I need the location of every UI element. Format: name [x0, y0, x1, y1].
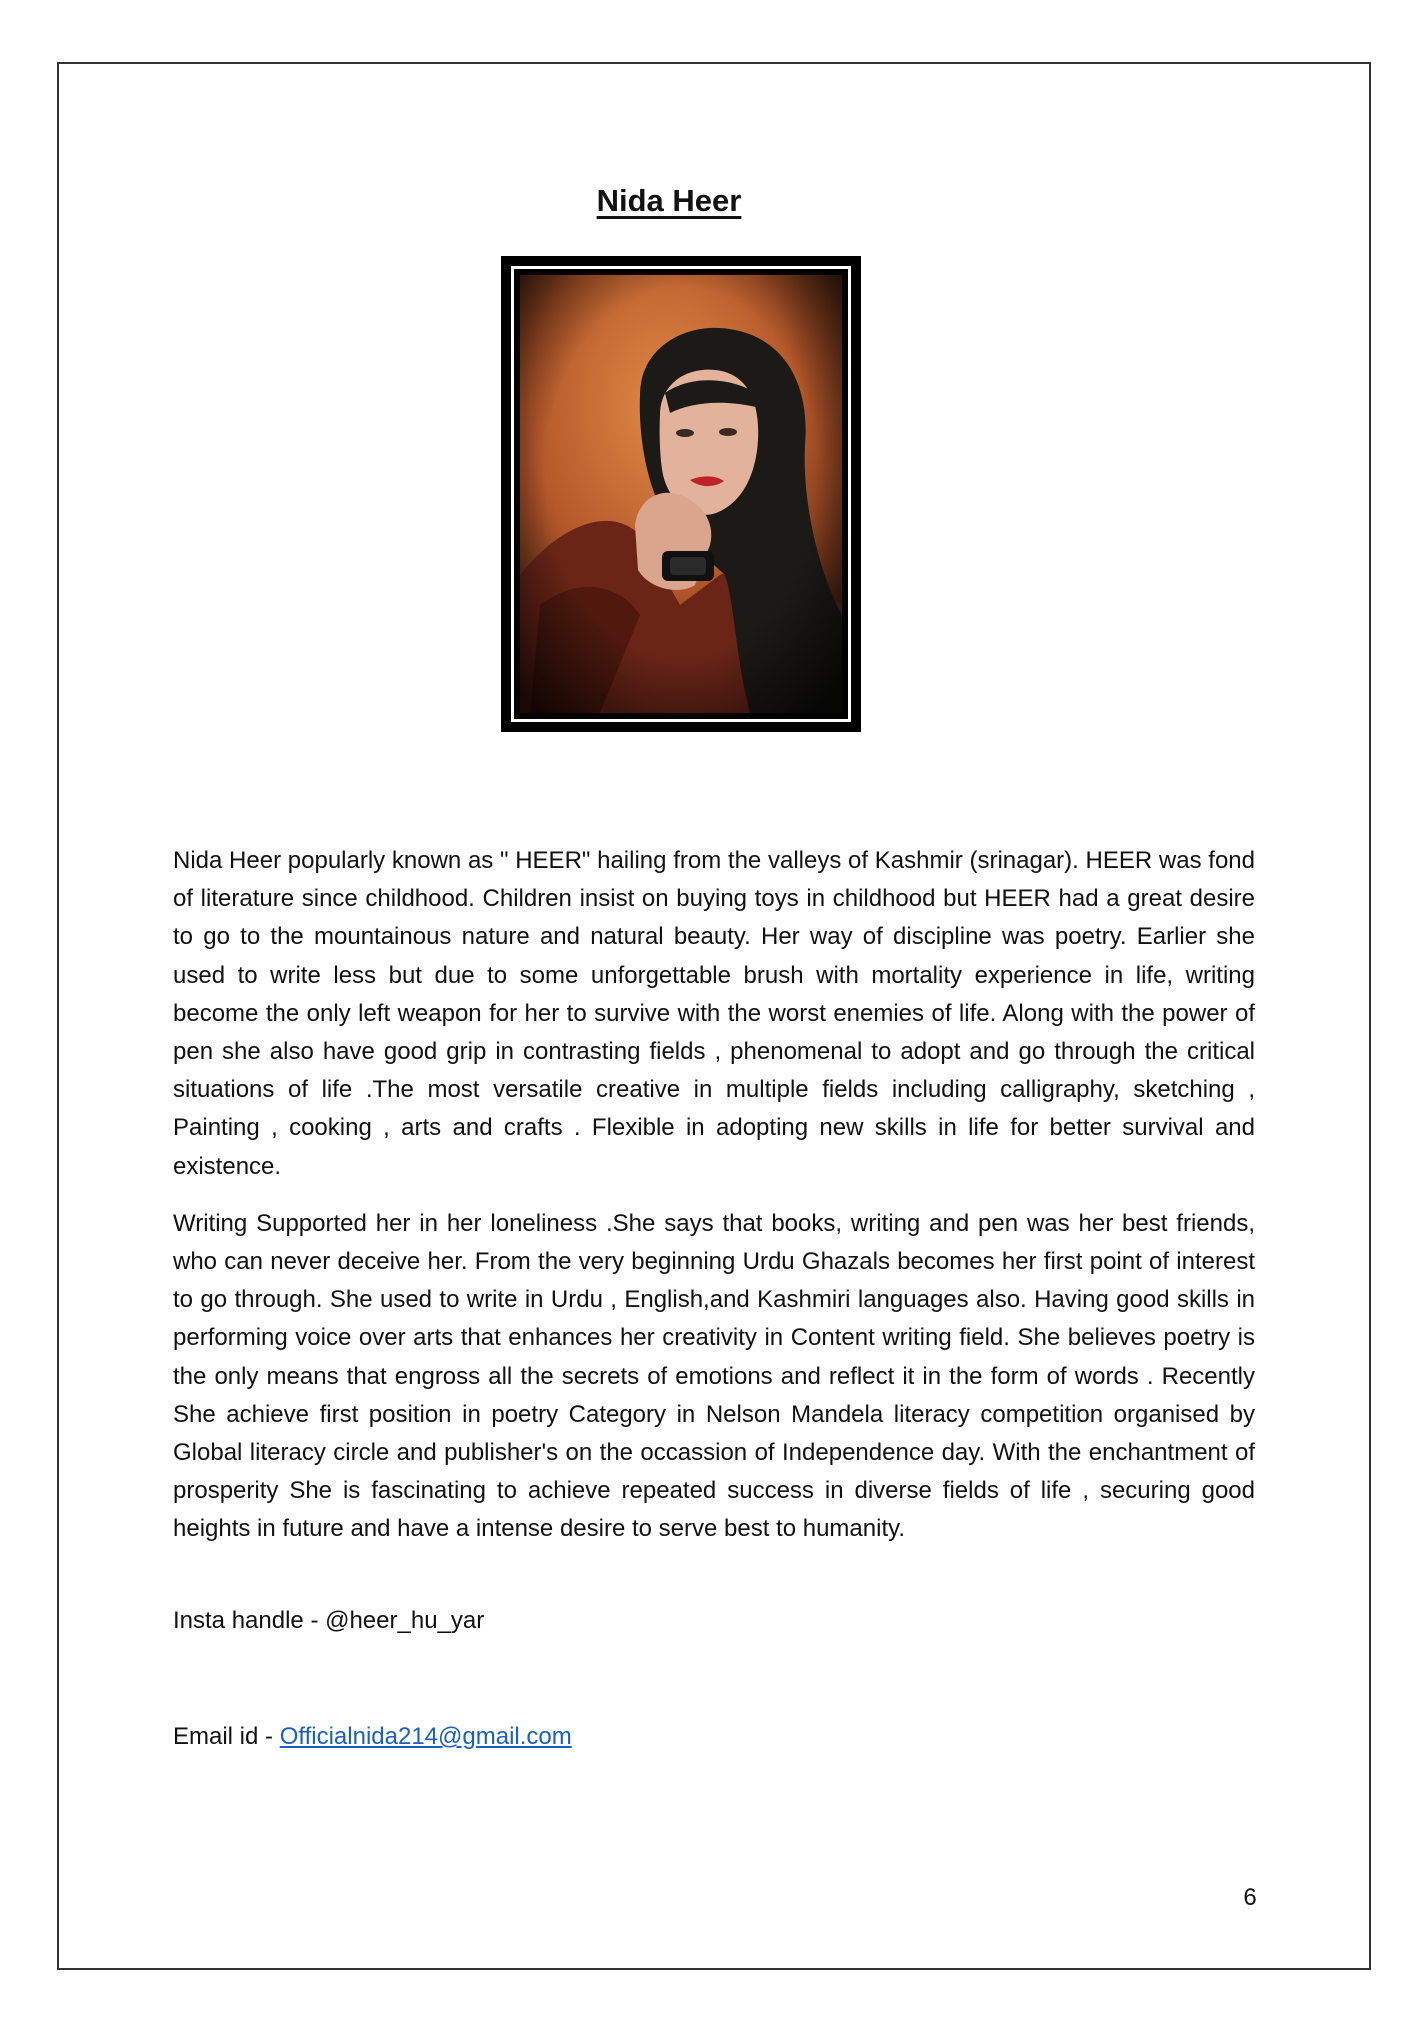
email-label: Email id -: [173, 1723, 280, 1750]
email-link[interactable]: Officialnida214@gmail.com: [279, 1723, 572, 1750]
page-number: 6: [1243, 1884, 1257, 1911]
page-title: Nida Heer: [596, 183, 742, 218]
portrait-frame: [501, 256, 861, 732]
portrait-photo-icon: [520, 275, 842, 713]
insta-handle: Insta handle - @heer_hu_yar: [173, 1607, 485, 1634]
email-line: [173, 1718, 572, 1756]
bio-paragraph-1: Nida Heer popularly known as " HEER" hailing from the valleys of Kashmir (srinagar). HEER was fond of literature since childhood. Children insist on buying toys in childhood but HEER had a great desire to go to the mountainous nature and natural beauty. Her way of discipline was poetry. Earlier she used to write less but due to some unforgettable brush with mortality experience in life, writing become the only left weapon for her to survive with the worst enemies of life. Along with the power of pen she also have good grip in contrasting fields , phenomenal to adopt and go through the critical situations of life .The most versatile creative in multiple fields including calligraphy, sketching , Painting , cooking , arts and crafts . Flexible in adopting new skills in life for better survival and existence.: [173, 847, 1255, 1180]
bio-text: [173, 842, 1255, 1568]
bio-paragraph-2: Writing Supported her in her loneliness .She says that books, writing and pen was her best friends, who can never deceive her. From the very beginning Urdu Ghazals becomes her first point of interest to go through. She used to write in Urdu , English,and Kashmiri languages also. Having good skills in performing voice over arts that enhances her creativity in Content writing field. She believes poetry is the only means that engross all the secrets of emotions and reflect it in the form of words . Recently She achieve first position in poetry Category in Nelson Mandela literacy competition organised by Global literacy circle and publisher's on the occassion of Independence day. With the enchantment of prosperity She is fascinating to achieve repeated success in diverse fields of life , securing good heights in future and have a intense desire to serve best to humanity.: [173, 1209, 1255, 1543]
